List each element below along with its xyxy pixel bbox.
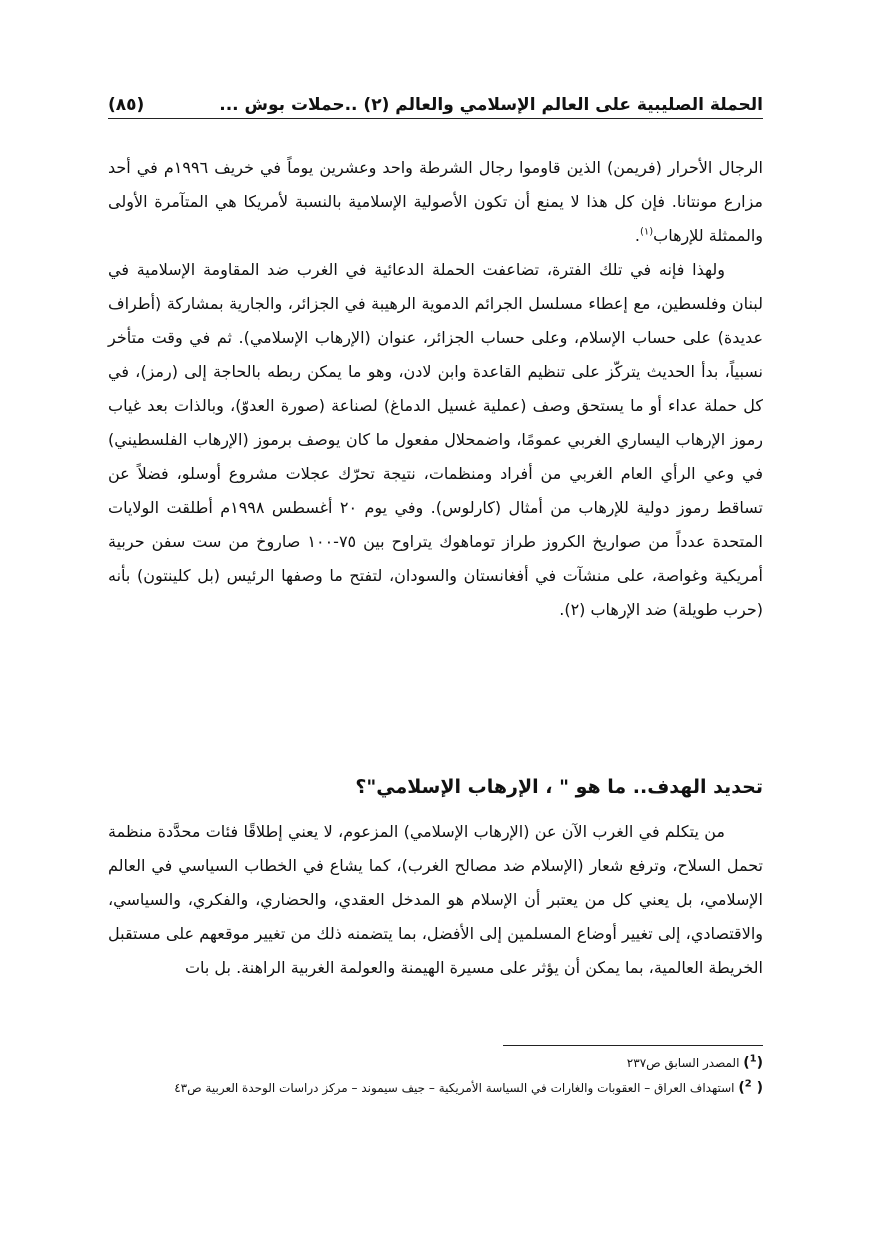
footnote-rule <box>503 1045 763 1046</box>
footnote-2 <box>108 1076 763 1101</box>
paragraph-continuation <box>108 151 763 253</box>
paragraph-text: الرجال الأحرار (فريمن) الذين قاوموا رجال الشرطة واحد وعشرين يوماً في خريف ١٩٩٦م في أحد مزارع مونتانا. فإن كل هذا لا يمنع أن تكون الأصولية الإسلامية بالنسبة لأمريكا هي المتآمرة الأولى والممثلة للإرهاب <box>108 158 763 245</box>
section-body <box>108 815 763 985</box>
header-title: الحملة الصليبية على العالم الإسلامي والعالم (٢) ..حملات بوش ... <box>219 95 763 115</box>
footnotes <box>108 1051 763 1101</box>
paragraph-end: . <box>634 226 640 245</box>
footnote-1-marker: ($^1$) <box>743 1053 763 1071</box>
page-number: (٨٥) <box>108 95 145 115</box>
header-rule <box>108 118 763 119</box>
paragraph-definition: من يتكلم في الغرب الآن عن (الإرهاب الإسلامي) المزعوم، لا يعني إطلاقًا فئات محدَّدة منظمة تحمل السلاح، وترفع شعار (الإسلام ضد مصالح الغرب)، كما يشاع في الخطاب السياسي في العالم الإسلامي، بل يعني كل من يعتبر أن الإسلام هو المدخل العقدي، والحضاري، والفكري، والسياسي، والاقتصادي، إلى تغيير أوضاع المسلمين إلى الأفضل، بما يتضمنه ذلك من تغيير موقعهم على مستقبل الخريطة العالمية، بما يمكن أن يؤثر على مسيرة الهيمنة والعولمة الغربية الراهنة. بل بات <box>108 822 763 977</box>
body-text <box>108 151 763 627</box>
section-heading: تحديد الهدف.. ما هو " ، الإرهاب الإسلامي"؟ <box>355 776 763 798</box>
footnote-1-text: المصدر السابق ص٢٣٧ <box>626 1056 744 1070</box>
footnote-ref-1: (١) <box>639 226 654 238</box>
footnote-2-marker: ( $^2$) <box>738 1078 763 1096</box>
running-header <box>108 86 763 118</box>
footnote-2-text: استهداف العراق – العقوبات والغارات في السياسة الأمريكية – جيف سيموند – مركز دراسات الوحدة العربية ص٤٣ <box>174 1081 739 1095</box>
paragraph-terrorism-campaign: ولهذا فإنه في تلك الفترة، تضاعفت الحملة الدعائية في الغرب ضد المقاومة الإسلامية في لبنان وفلسطين، مع إعطاء مسلسل الجرائم الدموية الرهيبة في الجزائر، والجارية بمشاركة (أطراف عديدة) على حساب الإسلام، وعلى حساب الجزائر، عنوان (الإرهاب الإسلامي). ثم في وقت متأخر نسبياً، بدأ الحديث يتركّز على تنظيم القاعدة وابن لادن، وهو ما يمكن ربطه بالحاجة إلى (رمز)، في كل حملة عداء أو ما يستحق وصف (عملية غسيل الدماغ) لصناعة (صورة العدوّ)، وبالذات بعد غياب رموز الإرهاب اليساري الغربي عمومًا، واضمحلال مفعول ما كان يوصف برموز (الإرهاب الفلسطيني) في وعي الرأي العام الغربي من أفراد ومنظمات، نتيجة تحرّك عجلات مشروع أوسلو، فضلاً عن تساقط رموز دولية للإرهاب من أمثال (كارلوس). وفي يوم ٢٠ أغسطس ١٩٩٨م أطلقت الولايات المتحدة عدداً من صواريخ الكروز طراز توماهوك يتراوح بين ٧٥-١٠٠ صاروخ من ست سفن حربية أمريكية وغواصة، على منشآت في أفغانستان والسودان، لتفتح ما وصفها الرئيس (بل كلينتون) بأنه (حرب طويلة) ضد الإرهاب (٢). <box>108 260 764 619</box>
footnote-1 <box>108 1051 763 1076</box>
